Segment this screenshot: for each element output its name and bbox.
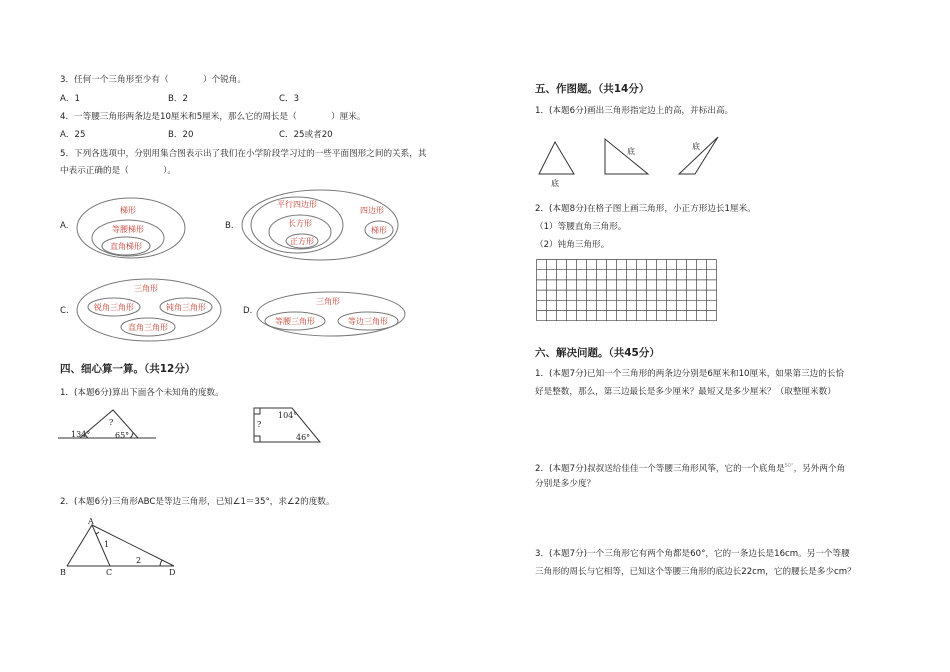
venn-a-diagram: [76, 196, 186, 260]
fig2-right-mark-top: [254, 408, 260, 414]
sec4-q2-text: 2．(本题6分)三角形ABC是等边三角形，已知∠1＝35°，求∠2的度数。: [60, 497, 335, 507]
section-5-title: 五、作图题。（共14分）: [535, 83, 650, 95]
square-grid[interactable]: [536, 259, 716, 321]
venn-d-text-3: 等边三角形: [348, 317, 388, 326]
sec6-q3-line1: 3．(本题7分)一个三角形它有两个角都是60°，它的一条边长是16cm。另一个等腰: [535, 549, 850, 559]
venn-b-text-1: 平行四边形: [277, 200, 317, 209]
triangle-1-base-label: 底: [551, 179, 559, 188]
venn-c-text-2: 锐角三角形: [94, 303, 134, 312]
venn-b-diagram: [240, 188, 400, 262]
fig3-angle-1: 1: [104, 540, 110, 549]
venn-b-text-2: 长方形: [288, 219, 312, 228]
venn-c-text-1: 三角形: [134, 284, 158, 293]
height-triangle-1: [539, 142, 574, 174]
sec6-q1-line1: 1．(本题7分)已知一个三角形的两条边分别是6厘米和10厘米，如果第三边的长恰: [535, 369, 845, 379]
venn-b-text-4: 四边形: [360, 206, 384, 215]
fig2-right-mark-bottom: [254, 436, 260, 442]
section-6-title: 六、解决问题。（共45分）: [535, 347, 660, 359]
triangle-2-base-label: 底: [627, 147, 635, 156]
q3-option-a: A．1: [60, 94, 80, 104]
triangle-abcd-figure: [58, 514, 183, 578]
venn-a-text-2: 等腰梯形: [112, 225, 144, 234]
venn-a-label: A.: [60, 221, 69, 231]
fig3-point-d: D: [169, 568, 176, 577]
sec5-q2-part1: （1）等腰直角三角形。: [535, 222, 627, 232]
fig1-angle-65: 65°: [115, 431, 130, 440]
venn-d-text-2: 等腰三角形: [275, 317, 315, 326]
fig2-angle-104: 104°: [278, 411, 298, 420]
sec5-q2-text: 2．(本题8分)在格子图上画三角形，小正方形边长1厘米。: [535, 204, 756, 214]
q3-option-b: B．2: [168, 94, 188, 104]
fig2-angle-unknown: ?: [257, 420, 262, 429]
venn-c-label: C.: [60, 306, 69, 316]
sec5-q2-part2: （2）钝角三角形。: [535, 240, 610, 250]
fig1-angle-134: 134°: [71, 430, 91, 439]
sec6-q2-text-a: 2．(本题7分)叔叔送给佳佳一个等腰三角形风筝，它的一个底角是: [535, 463, 785, 474]
venn-a-text-1: 梯形: [120, 206, 136, 215]
venn-b-label: B.: [225, 221, 234, 231]
fig3-angle-2: 2: [136, 556, 142, 565]
fig2-angle-46: 46°: [296, 433, 311, 442]
venn-b-text-5: 梯形: [371, 226, 387, 235]
height-triangle-2: [605, 139, 648, 174]
venn-d-diagram: [256, 291, 406, 337]
fig3-point-c: C: [106, 568, 113, 577]
venn-a-text-3: 直角梯形: [110, 242, 142, 251]
q4-option-c: C．25或者20: [279, 130, 333, 140]
q4-option-a: A．25: [60, 130, 86, 140]
section-4-title: 四、细心算一算。（共12分）: [60, 363, 196, 375]
sec5-q1-text: 1．(本题6分)画出三角形指定边上的高，并标出高。: [535, 106, 734, 116]
sec6-q1-line2: 好是整数，那么，第三边最长是多少厘米？最短又是多少厘米？（取整厘米数）: [535, 387, 836, 397]
venn-d-label: D.: [243, 306, 253, 316]
fig3-point-b: B: [60, 568, 66, 577]
q3-text: 3．任何一个三角形至少有（ ）个锐角。: [60, 75, 246, 85]
q4-option-b: B．20: [168, 130, 194, 140]
venn-c-text-3: 钝角三角形: [166, 303, 206, 312]
sec6-q2-degree: 50°: [784, 463, 794, 469]
sec6-q3-line2: 三角形的周长与它相等，已知这个等腰三角形的底边长22cm，它的腰长是多少cm？: [535, 567, 856, 577]
fig3-arc-2: [160, 560, 162, 566]
q4-text: 4．一等腰三角形两条边是10厘米和5厘米，那么它的周长是（ ）厘米。: [60, 112, 366, 122]
venn-b-text-3: 正方形: [290, 237, 314, 246]
fig1-angle-unknown: ?: [109, 418, 114, 427]
q5-line2: 中表示正确的是（ ）。: [60, 166, 177, 176]
height-triangles-figure: [535, 134, 735, 190]
fig1-arc-65: [130, 432, 133, 438]
angle-figure-2: [248, 405, 328, 447]
sec6-q2-line2: 分别是多少度？: [535, 479, 596, 489]
triangle-3-base-label: 底: [692, 142, 700, 151]
q5-line1: 5．下列各选项中，分别用集合图表示出了我们在小学阶段学习过的一些平面图形之间的关系，其: [60, 149, 427, 159]
sec6-q2-text-b: ，另外两个角: [793, 463, 846, 474]
q3-option-c: C．3: [279, 94, 300, 104]
fig3-point-a: A: [88, 517, 94, 526]
sec6-q2-line1: [535, 461, 845, 475]
angle-figure-1: [58, 405, 158, 445]
venn-c-diagram: [76, 277, 224, 343]
venn-c-text-4: 直角三角形: [128, 323, 168, 332]
fig3-arc-1: [96, 532, 99, 534]
venn-d-text-1: 三角形: [316, 297, 340, 306]
sec4-q1-text: 1．(本题6分)算出下面各个未知角的度数。: [60, 388, 224, 398]
